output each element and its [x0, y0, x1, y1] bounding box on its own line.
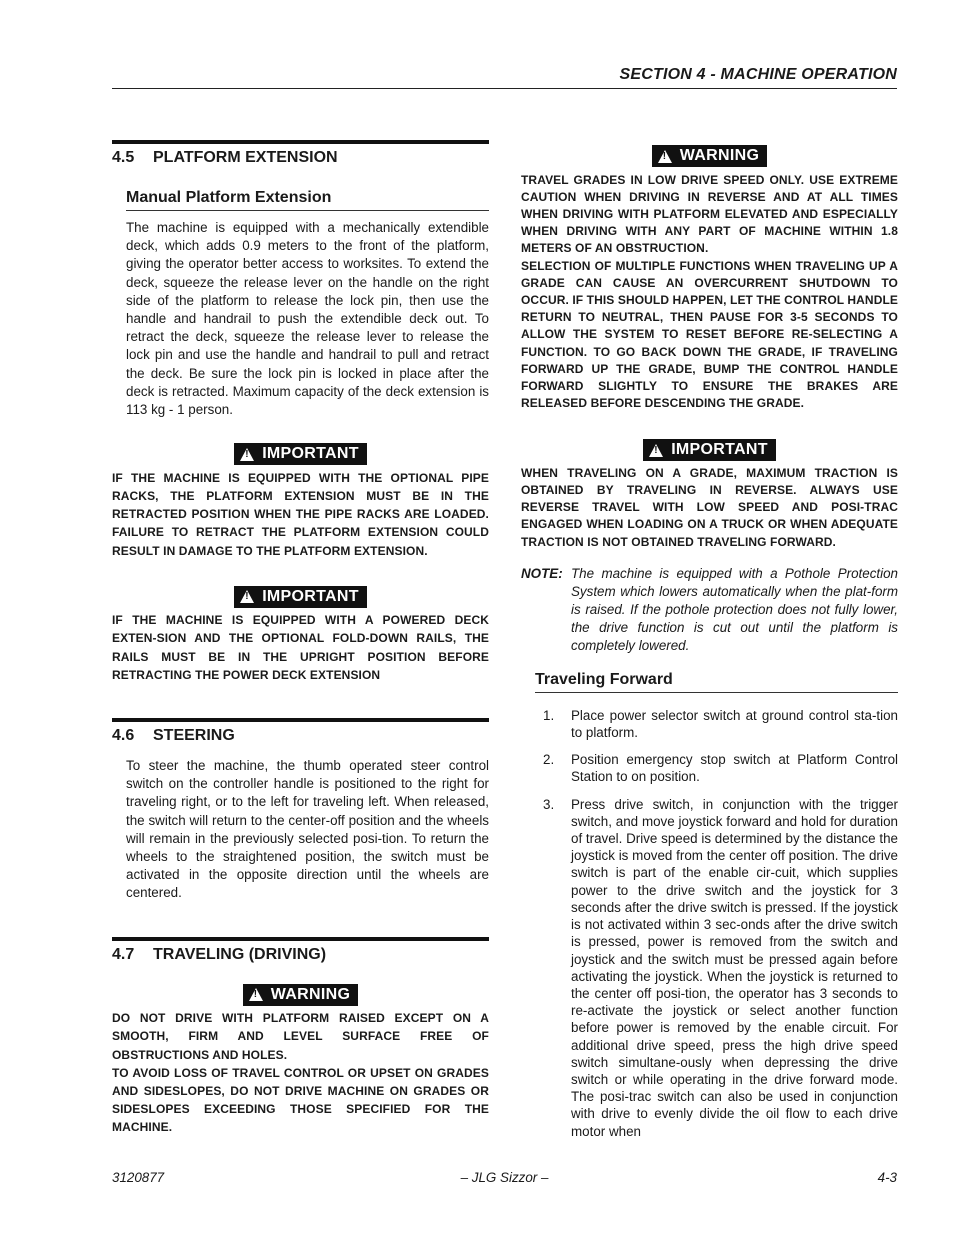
important-text: IF THE MACHINE IS EQUIPPED WITH A POWERED DECK EXTEN-SION AND THE OPTIONAL FOLD-DOWN RAILS, THE RAILS MUST BE IN THE UPRIGHT POSITION BEFORE RETRACTING THE POWER DECK EXTENSION — [112, 613, 489, 682]
important-label — [521, 439, 898, 462]
important-badge — [234, 443, 367, 465]
section-4-5 — [112, 140, 489, 167]
note-label: NOTE: — [521, 565, 563, 581]
warning-triangle-icon — [658, 150, 672, 163]
badge-text: IMPORTANT — [671, 441, 768, 459]
right-column — [521, 140, 898, 1140]
important-text: WHEN TRAVELING ON A GRADE, MAXIMUM TRACTION IS OBTAINED BY TRAVELING IN REVERSE. ALWAYS USE REVERSE TRAVEL WITH LOW SPEED AND POSI-TRAC ENGAGED WHEN LOADING ON A TRUCK OR WHEN ADEQUATE TRACTION IS NOT OBTAINED TRAVELING FORWARD. — [521, 465, 898, 549]
badge-text: WARNING — [679, 147, 760, 164]
step-number: 2. — [543, 752, 555, 768]
page-number: 4-3 — [877, 1170, 897, 1185]
warning-text: DO NOT DRIVE WITH PLATFORM RAISED EXCEPT ON A SMOOTH, FIRM AND LEVEL SURFACE FREE OF OBSTRUCTIONS AND HOLES. — [112, 1011, 489, 1062]
warning-label — [521, 145, 898, 168]
step-number: 1. — [543, 707, 555, 723]
document-number: 3120877 — [112, 1170, 165, 1185]
warning-badge — [243, 984, 358, 1006]
paragraph: To steer the machine, the thumb operated steer control switch on the controller handle is positioned to the right for traveling right, or to the left for traveling left. When released, the switch will return to the center-off position and the wheels will remain in the previously selected posi-tion. To return the wheels to the straightened position, the switch must be activated in the opposite direction until the wheels are centered. — [126, 758, 489, 901]
steps-list — [521, 707, 898, 1140]
section-4-6 — [112, 718, 489, 745]
important-badge — [643, 439, 776, 461]
list-item — [521, 751, 898, 785]
list-item — [521, 796, 898, 1140]
note — [521, 565, 898, 655]
section-4-7 — [112, 937, 489, 964]
section-heading — [112, 149, 489, 167]
section-heading — [112, 946, 489, 964]
warning-triangle-icon — [649, 444, 663, 457]
important-label — [112, 443, 489, 466]
badge-text: WARNING — [270, 985, 351, 1003]
step-text: Press drive switch, in conjunction with the trigger switch, and move joystick forward and hold for duration of travel. Drive speed is determined by the distance the joystick is moved from the center off position. The drive switch is part of the enable cir-cuit, which supplies power to the drive switch and the joystick for 3 seconds after the drive switch is pressed. If the joystick is not activated within 3 sec-onds after the drive switch is pressed, power is removed from the switch and joystick and the switch must be pressed again before activating the joystick. When the joystick is returned to the center off posi-tion, the operator has 3 seconds to re-activate the joystick or select another function before power is removed by the enable circuit. For additional drive speed, press the high drive speed switch simultane-ously when depressing the drive switch or while operating in the drive forward mode. The posi-trac switch can also be used in conjunction with drive to evenly divide the oil flow to each drive motor when — [571, 796, 898, 1139]
important-label — [112, 586, 489, 609]
list-item — [521, 707, 898, 741]
warning-badge — [652, 145, 767, 167]
subsection-heading: Manual Platform Extension — [126, 189, 489, 211]
product-name: – JLG Sizzor – — [460, 1170, 549, 1185]
page-footer — [112, 1170, 897, 1190]
warning-text: SELECTION OF MULTIPLE FUNCTIONS WHEN TRAVELING UP A GRADE CAN CAUSE AN OVERCURRENT SHUTDOWN TO OCCUR. IF THIS SHOULD HAPPEN, LET THE CONTROL HANDLE RETURN TO NEUTRAL, THEN PAUSE FOR 3-5 SECONDS TO ALLOW THE SYSTEM TO RESET BEFORE RE-SELECTING A FUNCTION. TO GO BACK DOWN THE GRADE, IF TRAVELING FORWARD UP THE GRADE, BUMP THE CONTROL HANDLE FORWARD SLIGHTLY TO ENSURE THE BRAKES ARE RELEASED BEFORE DESCENDING THE GRADE. — [521, 258, 898, 411]
subsection-heading: Traveling Forward — [535, 671, 898, 693]
warning-triangle-icon — [240, 590, 254, 603]
warning-text: TRAVEL GRADES IN LOW DRIVE SPEED ONLY. USE EXTREME CAUTION WHEN DRIVING IN REVERSE AND AT ALL TIMES WHEN DRIVING WITH PLATFORM ELEVATED AND ESPECIALLY WHEN DRIVING WITH ANY PART OF MACHINE WITHIN 1.8 METERS OF AN OBSTRUCTION. — [521, 172, 898, 256]
important-text: IF THE MACHINE IS EQUIPPED WITH THE OPTIONAL PIPE RACKS, THE PLATFORM EXTENSION MUST BE IN THE RETRACTED POSITION WHEN THE PIPE RACKS ARE LOADED. FAILURE TO RETRACT THE PLATFORM EXTENSION COULD RESULT IN DAMAGE TO THE PLATFORM EXTENSION. — [112, 470, 489, 558]
page-header — [112, 66, 897, 89]
warning-label — [112, 984, 489, 1007]
section-title: STEERING — [153, 727, 235, 745]
important-badge — [234, 586, 367, 608]
step-text: Position emergency stop switch at Platform Control Station to on position. — [571, 752, 898, 785]
warning-triangle-icon — [240, 448, 254, 461]
paragraph: The machine is equipped with a mechanically extendible deck, which adds 0.9 meters to the front of the platform, giving the operator better access to worksites. To extend the deck, squeeze the release lever on the handle on the right side of the platform to release the lock pin, then use the handle and handrail to push the extendible deck out. To retract the deck, squeeze the release lever to release the lock pin and use the handle and handrail to pull and retract the deck. Be sure the lock pin is locked in place after the deck is retracted. Maximum capacity of the deck extension is 113 kg - 1 person. — [126, 220, 489, 418]
warning-text: TO AVOID LOSS OF TRAVEL CONTROL OR UPSET ON GRADES AND SIDESLOPES, DO NOT DRIVE MACHINE ON GRADES OR SIDESLOPES EXCEEDING THOSE SPECIFIED FOR THE MACHINE. — [112, 1065, 489, 1135]
section-heading — [112, 727, 489, 745]
left-column — [112, 140, 489, 1137]
note-text: The machine is equipped with a Pothole Protection System which lowers automatically when the plat-form is raised. If the pothole protection does not fully lower, the drive function is cut out until the platform is completely lowered. — [571, 565, 898, 653]
section-title: TRAVELING (DRIVING) — [153, 945, 327, 963]
section-number: 4.7 — [112, 945, 135, 963]
step-number: 3. — [543, 796, 555, 812]
warning-triangle-icon — [249, 988, 263, 1001]
section-number: 4.5 — [112, 149, 135, 166]
step-text: Place power selector switch at ground control sta-tion to platform. — [571, 707, 898, 741]
badge-text: IMPORTANT — [262, 587, 359, 605]
section-number: 4.6 — [112, 727, 135, 745]
section-title: SECTION 4 - MACHINE OPERATION — [619, 66, 897, 83]
badge-text: IMPORTANT — [262, 445, 359, 463]
section-title: PLATFORM EXTENSION — [153, 149, 338, 166]
